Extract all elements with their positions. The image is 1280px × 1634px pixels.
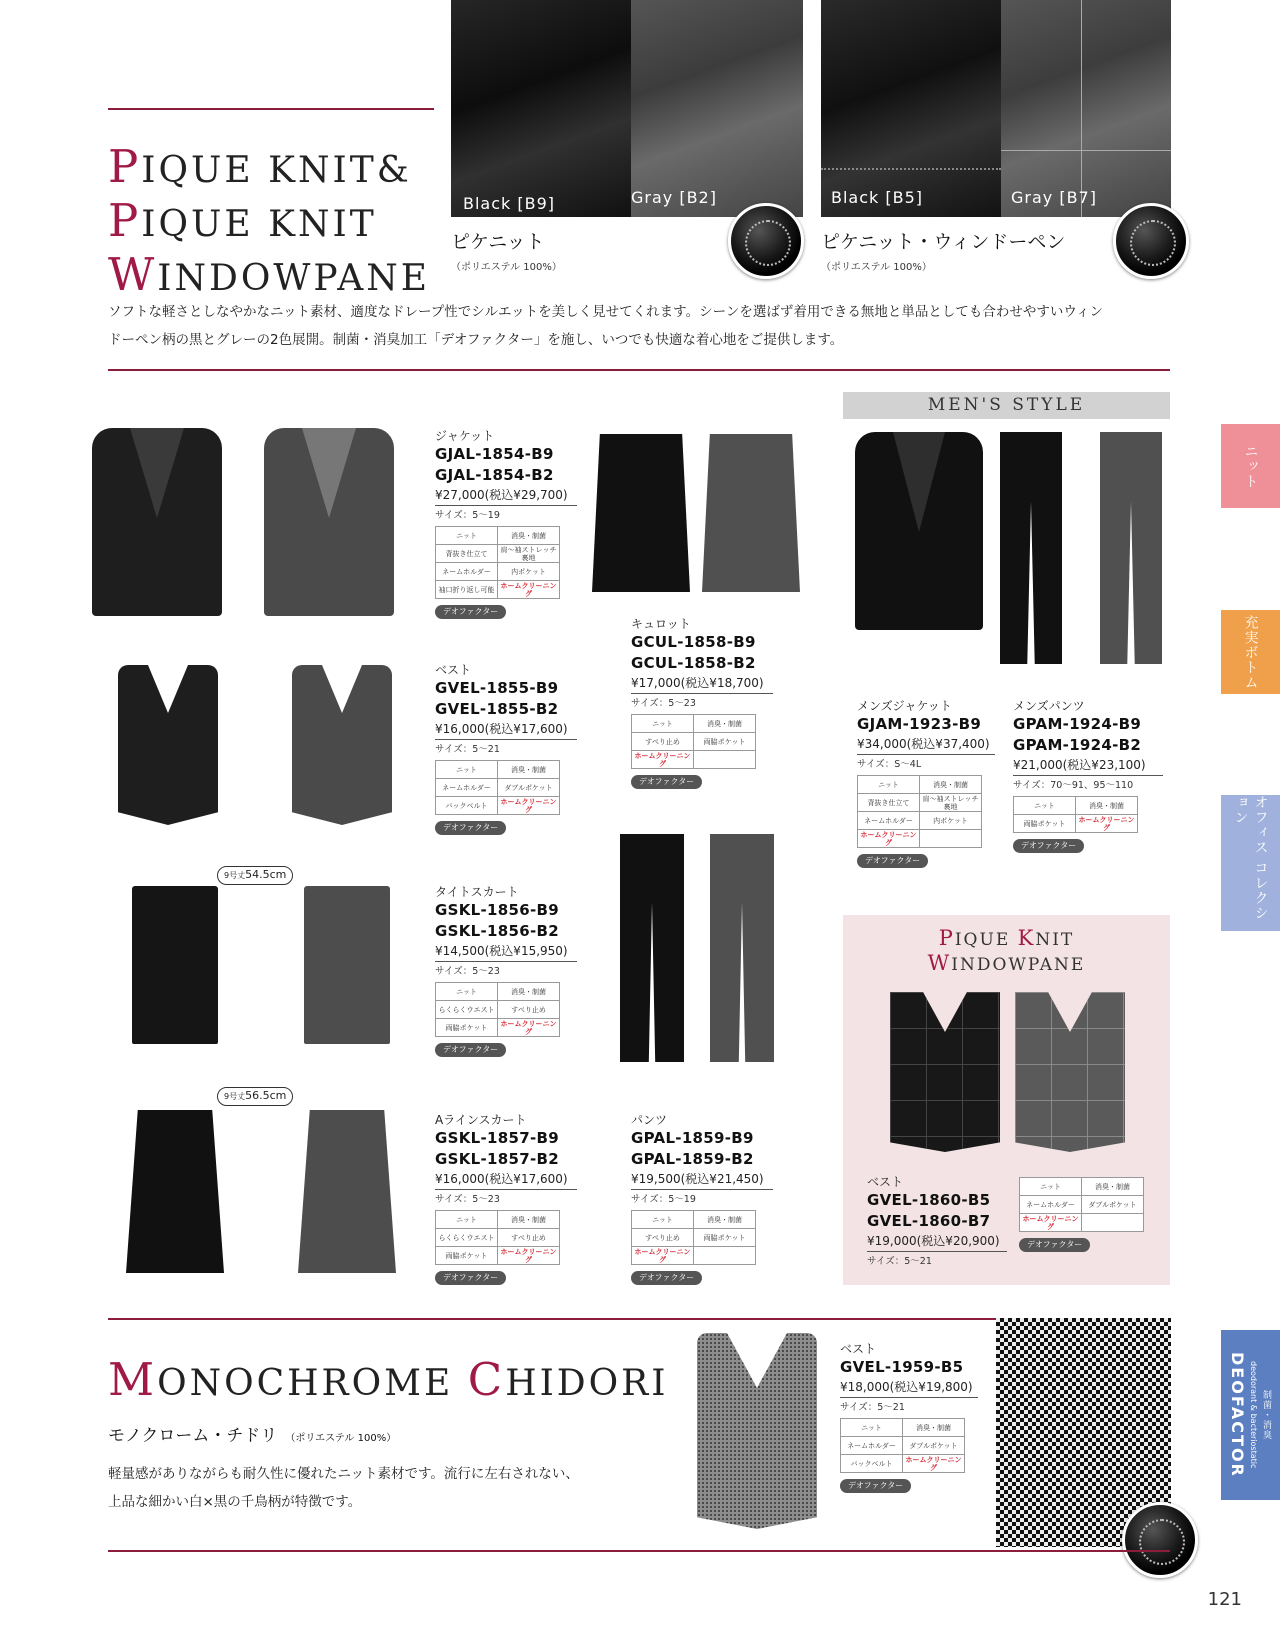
feature-table: ニット 消臭・制菌 背抜き仕立て 肩～袖ストレッチ裏地 ネームホルダー 内ポケット ホームクリーニング (857, 775, 982, 848)
aline-skirt-black-image (126, 1110, 224, 1273)
product-mens-jacket (857, 699, 995, 868)
fabric-note: （ポリエステル 100%） (821, 262, 932, 273)
culotte-black-image (592, 434, 690, 592)
product-code: GPAM-1924-B9 (1013, 715, 1142, 733)
feature-table: ニット 消臭・制菌 すべり止め 両脇ポケット ホームクリーニング (631, 714, 756, 769)
intro-description: ソフトな軽さとしなやかなニット素材、適度なドレープ性でシルエットを美しく見せてくれます。シーンを選ばず着用できる無地と単品としても合わせやすいウィン ドーペン柄の黒とグレーの2色展開。制菌・消臭加工「デオファクター」を施し、いつでも快適な着心地をご提供します。 (108, 304, 1104, 348)
deofactor-jp: 制菌・消臭 (1261, 1390, 1271, 1440)
header-rule (108, 108, 434, 110)
product-mens-pants (1013, 699, 1163, 853)
product-price: ¥14,500(税込¥15,950) (435, 943, 577, 962)
product-culotte (631, 617, 773, 789)
product-price: ¥16,000(税込¥17,600) (435, 721, 577, 740)
fabric-name: ピケニット (451, 231, 545, 253)
product-category: ベスト (435, 663, 472, 677)
swatch-label-black: Black [B5] (831, 188, 924, 207)
fabric-swatch-pique (451, 0, 803, 217)
product-size: サイズ：5～23 (631, 698, 696, 709)
feature-table: ニット 消臭・制菌 らくらくウエスト すべり止め 両脇ポケット ホームクリーニング (435, 1210, 560, 1265)
side-tab-bottoms[interactable]: 充実ボトム (1221, 610, 1280, 694)
vest-black-image (118, 665, 218, 825)
swatch-label-gray: Gray [B2] (631, 188, 717, 207)
chidori-description: 軽量感がありながらも耐久性に優れたニット素材です。流行に左右されない、 上品な細かい白×黒の千鳥柄が特徴です。 (108, 1466, 579, 1510)
jacket-black-image (92, 428, 222, 616)
product-price: ¥16,000(税込¥17,600) (435, 1171, 577, 1190)
deofactor-tab[interactable] (1221, 1330, 1280, 1500)
deofactor-badge: デオファクター (1019, 1238, 1090, 1252)
chidori-title: MONOCHROME CHIDORI (108, 1353, 669, 1406)
product-price: ¥21,000(税込¥23,100) (1013, 757, 1163, 776)
product-category: メンズパンツ (1013, 699, 1085, 713)
side-tab-knit[interactable]: ニット (1221, 424, 1280, 508)
windowpane-box-title: PIQUE KNIT WINDOWPANE (927, 926, 1086, 975)
product-size: サイズ：5～21 (867, 1256, 932, 1267)
windowpane-vest-gray-image (1015, 992, 1125, 1152)
product-size: サイズ：70～91、95～110 (1013, 780, 1134, 791)
feature-table: ニット 消臭・制菌 すべり止め 両脇ポケット ホームクリーニング (631, 1210, 756, 1265)
deofactor-badge: デオファクター (435, 1271, 506, 1285)
feature-table: ニット 消臭・制菌 ネームホルダー ダブルポケット バックベルト ホームクリーニング (435, 760, 560, 815)
product-code: GCUL-1858-B2 (631, 654, 756, 672)
vest-gray-image (292, 665, 392, 825)
culotte-gray-image (702, 434, 800, 592)
page-number: 121 (1207, 1589, 1242, 1610)
feature-table: ニット 消臭・制菌 らくらくウエスト すべり止め 両脇ポケット ホームクリーニング (435, 982, 560, 1037)
product-size: サイズ：5～19 (631, 1194, 696, 1205)
product-tight-skirt (435, 885, 577, 1057)
product-windowpane-vest (867, 1175, 1007, 1268)
deofactor-badge: デオファクター (840, 1479, 911, 1493)
footer-rule (108, 1550, 1170, 1552)
product-price: ¥19,500(税込¥21,450) (631, 1171, 773, 1190)
product-code: GVEL-1855-B2 (435, 700, 559, 718)
deofactor-badge: デオファクター (631, 775, 702, 789)
product-code: GPAM-1924-B2 (1013, 736, 1142, 754)
product-code: GJAM-1923-B9 (857, 715, 982, 733)
button-icon (728, 203, 804, 279)
mens-pants-black-image (1000, 432, 1062, 664)
aline-skirt-gray-image (298, 1110, 396, 1273)
section-rule (108, 369, 1170, 371)
product-aline-skirt (435, 1113, 577, 1285)
fabric-name: ピケニット・ウィンドーペン (821, 231, 1066, 253)
product-size: サイズ：5～19 (435, 510, 500, 521)
swatch-label-black: Black [B9] (463, 194, 556, 213)
windowpane-vest-features (1019, 1173, 1144, 1252)
product-pants (631, 1113, 773, 1285)
product-category: ベスト (840, 1342, 877, 1356)
product-category: ジャケット (435, 429, 495, 443)
deofactor-badge: デオファクター (631, 1271, 702, 1285)
product-category: キュロット (631, 617, 691, 631)
product-size: サイズ：5～23 (435, 966, 500, 977)
product-price: ¥18,000(税込¥19,800) (840, 1379, 978, 1398)
product-size: サイズ：5～23 (435, 1194, 500, 1205)
deofactor-sub: deodorant & bacteriostatic (1249, 1361, 1258, 1469)
jacket-gray-image (264, 428, 394, 616)
deofactor-badge: デオファクター (435, 821, 506, 835)
product-code: GVEL-1860-B5 (867, 1191, 991, 1209)
chidori-vest-image (697, 1333, 817, 1529)
pants-black-image (620, 834, 684, 1062)
deofactor-badge: デオファクター (857, 854, 928, 868)
product-vest (435, 663, 577, 835)
product-code: GSKL-1856-B2 (435, 922, 559, 940)
deofactor-brand: DEOFACTOR (1228, 1352, 1247, 1478)
length-badge: 9号丈54.5cm (217, 866, 293, 885)
product-code: GVEL-1855-B9 (435, 679, 559, 697)
product-code: GJAL-1854-B9 (435, 445, 554, 463)
deofactor-badge: デオファクター (435, 605, 506, 619)
tight-skirt-black-image (132, 886, 218, 1044)
product-price: ¥17,000(税込¥18,700) (631, 675, 773, 694)
product-category: パンツ (631, 1113, 668, 1127)
windowpane-vest-black-image (890, 992, 1000, 1152)
page-title: PIQUE KNIT& PIQUE KNIT WINDOWPANE (108, 140, 431, 301)
feature-table: ニット 消臭・制菌 ネームホルダー ダブルポケット ホームクリーニング (1019, 1177, 1144, 1232)
fabric-note: （ポリエステル 100%） (451, 262, 562, 273)
product-code: GSKL-1857-B2 (435, 1150, 559, 1168)
product-size: サイズ：S～4L (857, 759, 922, 770)
product-category: タイトスカート (435, 885, 519, 899)
mens-style-header: MEN'S STYLE (843, 392, 1170, 419)
product-code: GPAL-1859-B9 (631, 1129, 754, 1147)
mens-pants-gray-image (1100, 432, 1162, 664)
feature-table: ニット 消臭・制菌 ネームホルダー ダブルポケット バックベルト ホームクリーニング (840, 1418, 965, 1473)
product-code: GSKL-1857-B9 (435, 1129, 559, 1147)
product-code: GCUL-1858-B9 (631, 633, 756, 651)
deofactor-badge: デオファクター (1013, 839, 1084, 853)
product-category: Aラインスカート (435, 1113, 527, 1127)
fabric-swatch-windowpane (821, 0, 1171, 217)
product-category: ベスト (867, 1175, 904, 1189)
product-code: GVEL-1959-B5 (840, 1358, 964, 1376)
length-badge: 9号丈56.5cm (217, 1087, 293, 1106)
deofactor-badge: デオファクター (435, 1043, 506, 1057)
product-size: サイズ：5～21 (435, 744, 500, 755)
product-jacket (435, 429, 577, 619)
pants-gray-image (710, 834, 774, 1062)
product-code: GPAL-1859-B2 (631, 1150, 754, 1168)
product-size: サイズ：5～21 (840, 1402, 905, 1413)
side-tab-office[interactable]: オフィス コレクション (1221, 795, 1280, 931)
chidori-name: モノクローム・チドリ （ポリエステル 100%） (108, 1426, 397, 1446)
product-chidori-vest (840, 1342, 978, 1493)
feature-table: ニット 消臭・制菌 両脇ポケット ホームクリーニング (1013, 796, 1138, 833)
swatch-label-gray: Gray [B7] (1011, 188, 1097, 207)
feature-table: ニット 消臭・制菌 背抜き仕立て 肩～袖ストレッチ裏地 ネームホルダー 内ポケット 袖口折り返し可能 ホームクリーニング (435, 526, 560, 599)
product-price: ¥34,000(税込¥37,400) (857, 736, 995, 755)
mens-jacket-image (855, 432, 983, 630)
product-code: GSKL-1856-B9 (435, 901, 559, 919)
product-code: GJAL-1854-B2 (435, 466, 554, 484)
button-icon (1122, 1502, 1198, 1578)
product-price: ¥19,000(税込¥20,900) (867, 1233, 1007, 1252)
product-price: ¥27,000(税込¥29,700) (435, 487, 577, 506)
product-category: メンズジャケット (857, 699, 952, 713)
tight-skirt-gray-image (304, 886, 390, 1044)
button-icon (1113, 203, 1189, 279)
product-code: GVEL-1860-B7 (867, 1212, 991, 1230)
